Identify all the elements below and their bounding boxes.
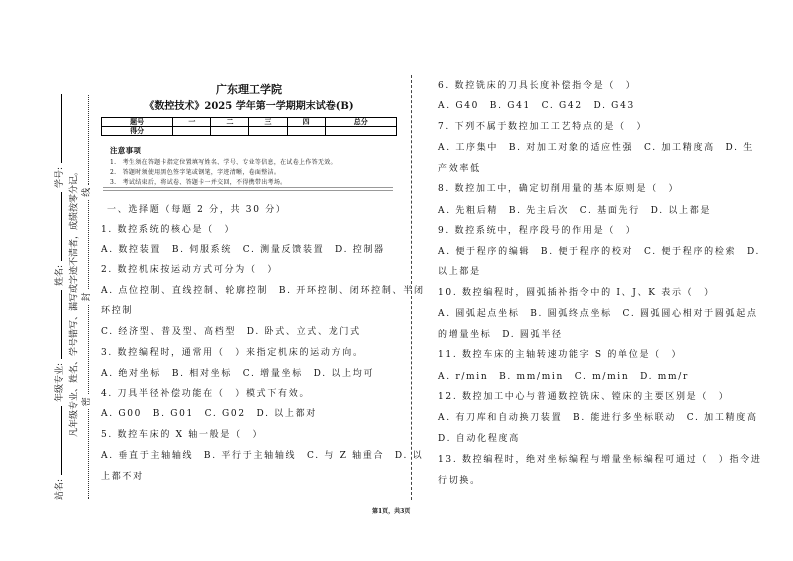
question-line: 3. 数控编程时，通常用（ ）来指定机床的运动方向。 <box>101 348 364 358</box>
question-line: 的增量坐标 D. 圆弧半径 <box>438 330 563 340</box>
score-cell <box>173 127 211 136</box>
column-divider <box>411 75 412 500</box>
question-line: 11. 数控车床的主轴转速功能字 S 的单位是（ ） <box>438 350 683 360</box>
score-table-header-row <box>102 118 397 127</box>
question-line: A. G40 B. G41 C. G42 D. G43 <box>438 101 635 111</box>
question-line: A. 点位控制、直线控制、轮廓控制 B. 开环控制、闭环控制、半闭 <box>101 286 425 296</box>
question-line: 6. 数控铣床的刀具长度补偿指令是（ ） <box>438 81 637 91</box>
double-divider <box>103 187 393 191</box>
question-line: 4. 刀具半径补偿功能在（ ）模式下有效。 <box>101 389 311 399</box>
student-info-fields <box>51 90 65 500</box>
score-cell <box>287 127 325 136</box>
score-cell <box>249 127 287 136</box>
question-line: A. 绝对坐标 B. 相对坐标 C. 增量坐标 D. 以上均可 <box>101 369 375 379</box>
question-line: 12. 数控加工中心与普通数控铣床、镗床的主要区别是（ ） <box>438 392 730 402</box>
question-line: A. G00 B. G01 C. G02 D. 以上都对 <box>101 409 317 419</box>
question-line: A. 垂直于主轴轴线 B. 平行于主轴轴线 C. 与 Z 轴重合 D. 以 <box>101 451 424 461</box>
header-cell: 二 <box>211 118 249 127</box>
score-row <box>102 127 397 136</box>
score-table <box>101 117 397 136</box>
question-line: 13. 数控编程时，绝对坐标编程与增量坐标编程可通过（ ）指令进 <box>438 455 762 465</box>
field-label-id: 学号: <box>54 166 65 188</box>
question-line: 10. 数控编程时，圆弧插补指令中的 I、J、K 表示（ ） <box>438 288 715 298</box>
header-cell: 一 <box>173 118 211 127</box>
id-blank[interactable] <box>55 94 62 163</box>
question-line: 8. 数控加工中，确定切削用量的基本原则是（ ） <box>438 184 680 194</box>
score-cell <box>325 127 396 136</box>
question-line: A. 有刀库和自动换刀装置 B. 能进行多坐标联动 C. 加工精度高 <box>438 413 758 423</box>
question-line: 7. 下列不属于数控加工工艺特点的是（ ） <box>438 122 648 132</box>
question-line: 上都不对 <box>101 472 144 482</box>
question-line: 9. 数控系统中，程序段号的作用是（ ） <box>438 226 637 236</box>
seal-char: 封 <box>81 292 92 302</box>
exam-title: 《数控技术》2025 学年第一学期期末试卷(B) <box>144 101 354 112</box>
question-line: A. 工序集中 B. 对加工对象的适应性强 C. 加工精度高 D. 生 <box>438 143 754 153</box>
station-blank[interactable] <box>55 406 62 475</box>
seal-char: 密 <box>81 397 92 407</box>
page-number: 第1页，共3页 <box>372 508 411 515</box>
row-label: 得分 <box>102 127 173 136</box>
seal-char: 线 <box>81 187 92 197</box>
name-blank[interactable] <box>55 192 62 261</box>
note-item: 2. 答题时须使用黑色签字笔或钢笔，字迹清晰，卷面整洁。 <box>110 169 281 176</box>
major-blank[interactable] <box>55 290 62 359</box>
field-label-major: 年级专业: <box>54 362 65 402</box>
question-line: 1. 数控系统的核心是（ ） <box>101 225 236 235</box>
field-label-station: 站名: <box>54 478 65 500</box>
notes-title: 注意事项 <box>110 146 142 155</box>
question-line: 2. 数控机床按运动方式可分为（ ） <box>101 265 279 275</box>
header-cell: 四 <box>287 118 325 127</box>
question-line: 以上都是 <box>438 267 481 277</box>
question-line: 环控制 <box>101 306 134 316</box>
field-label-name: 姓名: <box>54 264 65 286</box>
question-line: A. 数控装置 B. 伺服系统 C. 测量反馈装置 D. 控制器 <box>101 245 385 255</box>
question-line: A. 圆弧起点坐标 B. 圆弧终点坐标 C. 圆弧圆心相对于圆弧起点 <box>438 309 758 319</box>
school-name: 广东理工学院 <box>216 83 282 96</box>
question-line: D. 自动化程度高 <box>438 434 520 444</box>
note-item: 1. 考生须在答题卡指定位置填写姓名、学号、专业等信息，在试卷上作答无效。 <box>110 159 337 166</box>
question-line: C. 经济型、普及型、高档型 D. 卧式、立式、龙门式 <box>101 327 361 337</box>
question-line: 行切换。 <box>438 476 481 486</box>
score-cell <box>211 127 249 136</box>
section-heading: 一、选择题（每题 2 分，共 30 分） <box>107 205 287 215</box>
question-line: A. 便于程序的编辑 B. 便于程序的校对 C. 便于程序的检索 D. <box>438 247 761 257</box>
question-line: 5. 数控车床的 X 轴一般是（ ） <box>101 430 264 440</box>
question-line: A. 先粗后精 B. 先主后次 C. 基面先行 D. 以上都是 <box>438 206 712 216</box>
note-item: 3. 考试结束后，将试卷、答题卡一并交回，不得携带出考场。 <box>110 179 287 186</box>
binding-notice-text: 凡年级专业、姓名、学号错写、漏写或字迹不清者，成绩按零分记。 <box>69 166 79 437</box>
question-line: A. r/min B. mm/min C. m/min D. mm/r <box>438 372 689 382</box>
header-cell: 总分 <box>325 118 396 127</box>
header-cell: 三 <box>249 118 287 127</box>
question-line: 产效率低 <box>438 164 481 174</box>
header-cell: 题号 <box>102 118 173 127</box>
seal-line <box>78 92 92 502</box>
